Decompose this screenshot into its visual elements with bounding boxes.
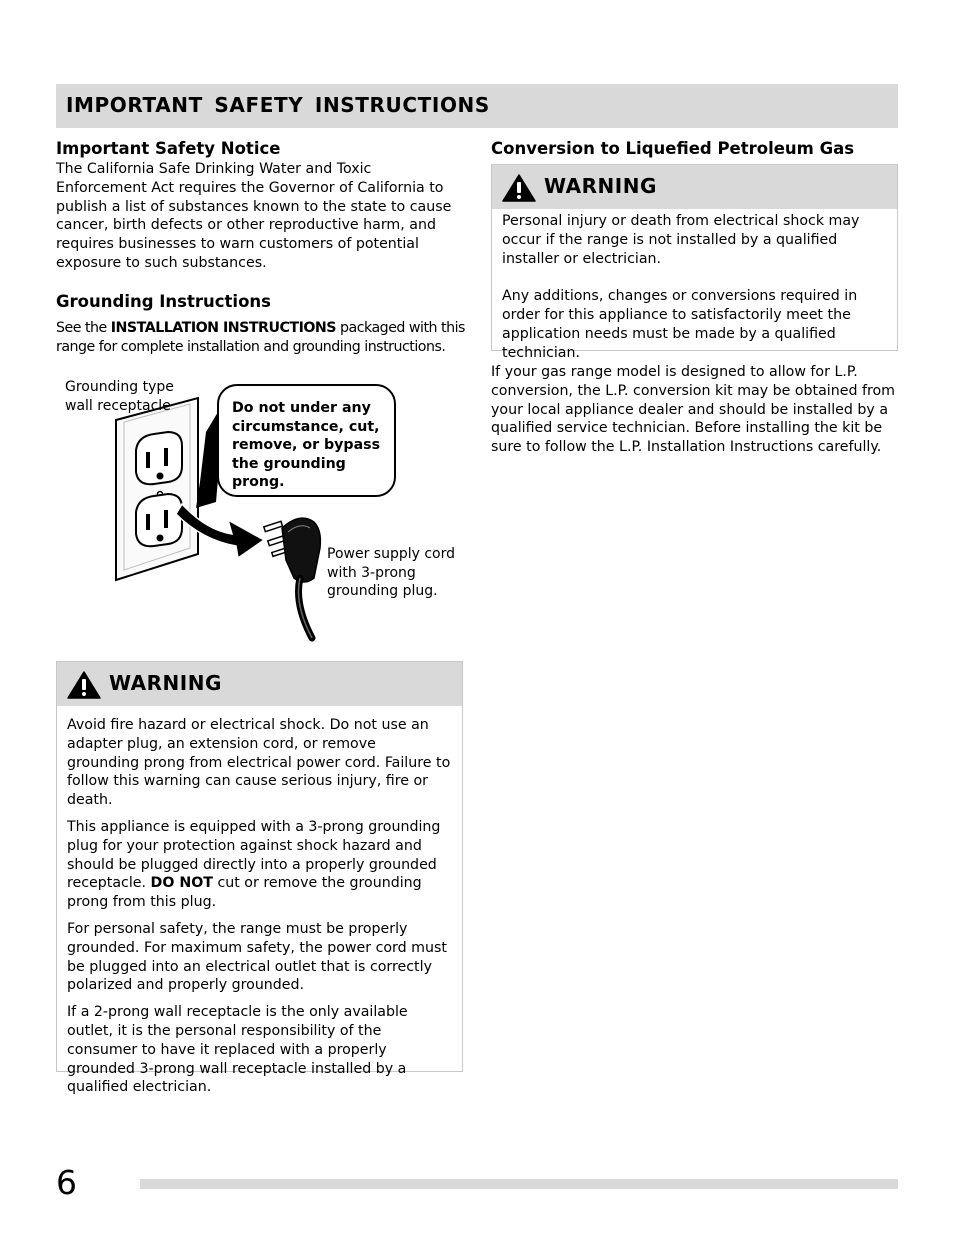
notice-text: The California Safe Drinking Water and Toxic Enforcement Act requires the Governor of California to publish a list of substances known to the state to cause cancer, birth defects or other reproductive harm, and requires businesses to warn customers of potential exposure to such substances. bbox=[56, 161, 452, 271]
warning-paragraph-2-pre: This appliance is equipped with a 3-prong grounding plug for your protection against shock hazard and should be plugged directly into a properly grounded receptacle. bbox=[67, 818, 441, 892]
warning-paragraph-2-post: cut or remove the grounding prong from this plug. bbox=[67, 875, 422, 911]
warning-right-paragraph-2: Any additions, changes or conversions required in order for this appliance to satisfactorily meet the application needs must be made by a qualified technician. bbox=[502, 288, 858, 361]
warning-paragraph-4: If a 2-prong wall receptacle is the only available outlet, it is the personal responsibility of the consumer to have it replaced with a properly grounded 3-prong wall receptacle installed by a qualified electrician. bbox=[67, 1004, 408, 1096]
grounding-diagram bbox=[56, 372, 466, 644]
page-title: IMPORTANT SAFETY INSTRUCTIONS bbox=[66, 93, 490, 117]
receptacle-label: Grounding type wall receptacle bbox=[65, 379, 174, 414]
grounding-text-bold: INSTALLATION INSTRUCTIONS bbox=[110, 319, 337, 336]
callout-box: Do not under any circumstance, cut, remove, or bypass the grounding prong. bbox=[217, 384, 396, 497]
grounding-title: Grounding Instructions bbox=[56, 291, 271, 311]
grounding-text bbox=[56, 319, 466, 357]
wall-plate bbox=[116, 398, 198, 580]
warning-header-right bbox=[492, 165, 897, 209]
warning-title: WARNING bbox=[109, 671, 222, 695]
header-bar bbox=[56, 84, 898, 128]
conversion-title: Conversion to Liquefied Petroleum Gas bbox=[491, 139, 855, 158]
page-number: 6 bbox=[56, 1163, 77, 1202]
warning-paragraph-3: For personal safety, the range must be properly grounded. For maximum safety, the power cord must be plugged into an electrical outlet that is correctly polarized and properly grounded. bbox=[67, 920, 447, 994]
warning-box-left bbox=[56, 661, 463, 1096]
plug-head bbox=[282, 518, 320, 582]
warning-header bbox=[57, 662, 462, 706]
warning-paragraph-1: Avoid fire hazard or electrical shock. Do not use an adapter plug, an extension cord, or remove grounding prong from electrical power cord. Failure to follow this warning can cause serious injury, fire or death. bbox=[67, 717, 451, 809]
left-column bbox=[56, 138, 466, 356]
warning-right-paragraph-1: Personal injury or death from electrical shock may occur if the range is not installed by a qualified installer or electrician. bbox=[502, 213, 860, 267]
warning-paragraph-2-bold: DO NOT bbox=[150, 875, 213, 892]
conversion-text: If your gas range model is designed to allow for L.P. conversion, the L.P. conversion kit may be obtained from your local appliance dealer and should be installed by a qualified service technician. Before installing the kit be sure to follow the L.P. Installation Instructions carefully. bbox=[491, 364, 896, 456]
warning-body-right bbox=[492, 209, 897, 363]
warning-body bbox=[57, 706, 462, 1097]
warning-box-right bbox=[491, 164, 898, 361]
footer-bar bbox=[140, 1179, 898, 1189]
warning-triangle-icon bbox=[67, 671, 101, 699]
cord-label: Power supply cord with 3-prong grounding plug. bbox=[327, 546, 456, 599]
grounding-text-post: packaged with this range for complete installation and grounding instructions. bbox=[56, 319, 465, 355]
right-column bbox=[491, 138, 898, 160]
grounding-text-pre: See the bbox=[56, 319, 111, 336]
warning-title-right: WARNING bbox=[544, 174, 657, 198]
warning-paragraph-2 bbox=[67, 818, 452, 912]
warning-triangle-icon bbox=[502, 174, 536, 202]
notice-title: Important Safety Notice bbox=[56, 139, 281, 158]
